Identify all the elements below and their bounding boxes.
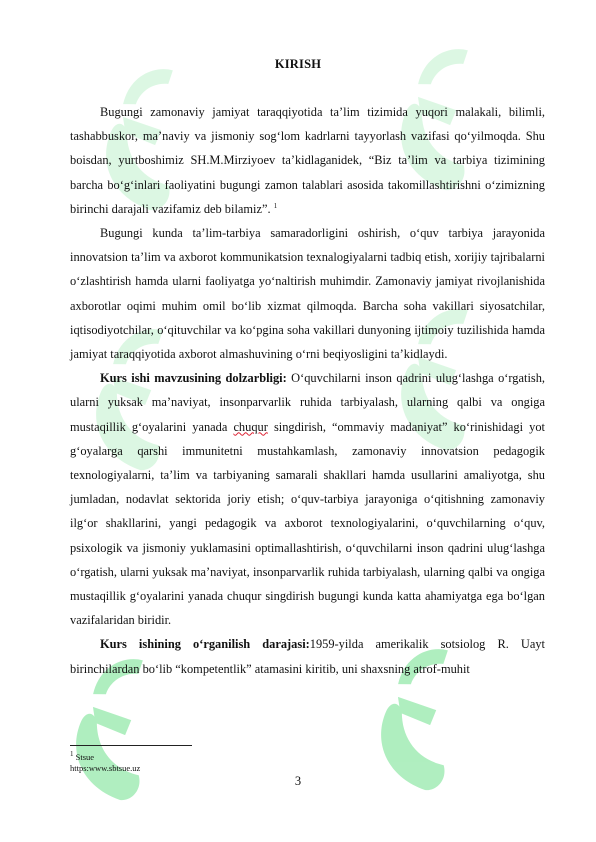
document-title: KIRISH	[274, 57, 322, 71]
footnote-url[interactable]: https:www.sbtsue.uz	[70, 763, 141, 773]
footnote-number: 1	[70, 750, 74, 759]
footnote-separator	[70, 745, 192, 746]
section-lead-study-level: Kurs ishining o‘rganilish darajasi:	[100, 637, 310, 652]
footnote	[70, 752, 94, 763]
paragraph-relevance	[70, 366, 545, 632]
paragraph-innovation: Bugungi kunda ta’lim-tarbiya samaradorligini oshirish, o‘quv tarbiya jarayonida innovatsion ta’lim va axborot kommunikatsion texnalogiyalarni tadbiq etish, xorijiy tajribalarni o‘zlashtirish hamda ularni faoliyatga yo‘naltirish muhimdir. Zamonaviy jamiyat rivojlanishida axborotlar oqimi muhim omil bo‘lib xizmat qilmoqda. Barcha soha vakillari siyosatchilar, iqtisodiyotchilar, o‘qituvchilar va ko‘pgina soha vakillari dunyoning ijtimoiy tuzilishida hamda jamiyat taraqqiyotida axborot almashuvining o‘rni beqiyosligini ta’kidlaydi.	[70, 226, 545, 362]
paragraph-text: O‘quvchilarni inson qadrini ulug‘lashga o‘rgatish, ularni yuksak ma’naviyat, insonparvarlik ruhida tarbiyalash, ularning qalbi va ongiga mustaqillik g‘oyalarini yanada	[70, 371, 545, 434]
page-number: 3	[294, 774, 302, 788]
paragraph-text: 1959-yilda amerikalik sotsiolog R. Uayt birinchilardan bo‘lib “kompetentlik” atamasini kiritib, uni shaxsning atrof-muhit	[70, 637, 545, 676]
paragraph-text: singdirish, “ommaviy madaniyat” ko‘rinishidagi yot g‘oyalarga qarshi immunitetni mustahkamlash, zamonaviy innovatsion pedagogik texnologiyalarni, ta’lim va tarbiyaning samarali shakllari hamda usullarini amaliyotga, shu jumladan, nodavlat sektorida joriy etish; o‘quv-tarbiya jarayoniga o‘qitishning zamonaviy ilg‘or shakllarini, yangi pedagogik va axborot texnologiyalarini, o‘quvchilarning o‘quv, psixologik va jismoniy yuklamasini optimallashtirish, o‘quvchilarni inson qadrini ulug‘lashga o‘rgatish, ularni yuksak ma’naviyat, insonparvarlik ruhida tarbiyalash, ularning qalbi va ongiga mustaqillik g‘oyalarini yanada chuqur singdirish bugungi kunda katta ahamiyatga ega bo‘lgan vazifalaridan biridir.	[70, 419, 545, 628]
section-lead-relevance: Kurs ishi mavzusining dolzarbligi:	[100, 371, 287, 386]
paragraph-intro	[70, 100, 545, 221]
footnote-reference[interactable]: 1	[273, 201, 278, 210]
paragraph-study-level	[70, 632, 545, 680]
footnote-text: Stsue	[75, 752, 95, 762]
spellcheck-marked-word: chuqur	[233, 419, 268, 434]
paragraph-text: Bugungi zamonaviy jamiyat taraqqiyotida ta’lim tizimida yuqori malakali, bilimli, tashabbuskor, ma’naviy va jismoniy sog‘lom kadrlarni tayyorlash vazifasi qo‘yilmoqda. Shu boisdan, yurtboshimiz SH.M.Mirziyoev ta’kidlaganidek, “Biz ta’lim va tarbiya tizimining barcha bo‘g‘inlari faoliyatini bugungi zamon talablari asosida takomillashtirishni o‘zimizning birinchi darajali vazifamiz deb bilamiz”.	[70, 105, 545, 216]
document-body	[70, 100, 545, 681]
